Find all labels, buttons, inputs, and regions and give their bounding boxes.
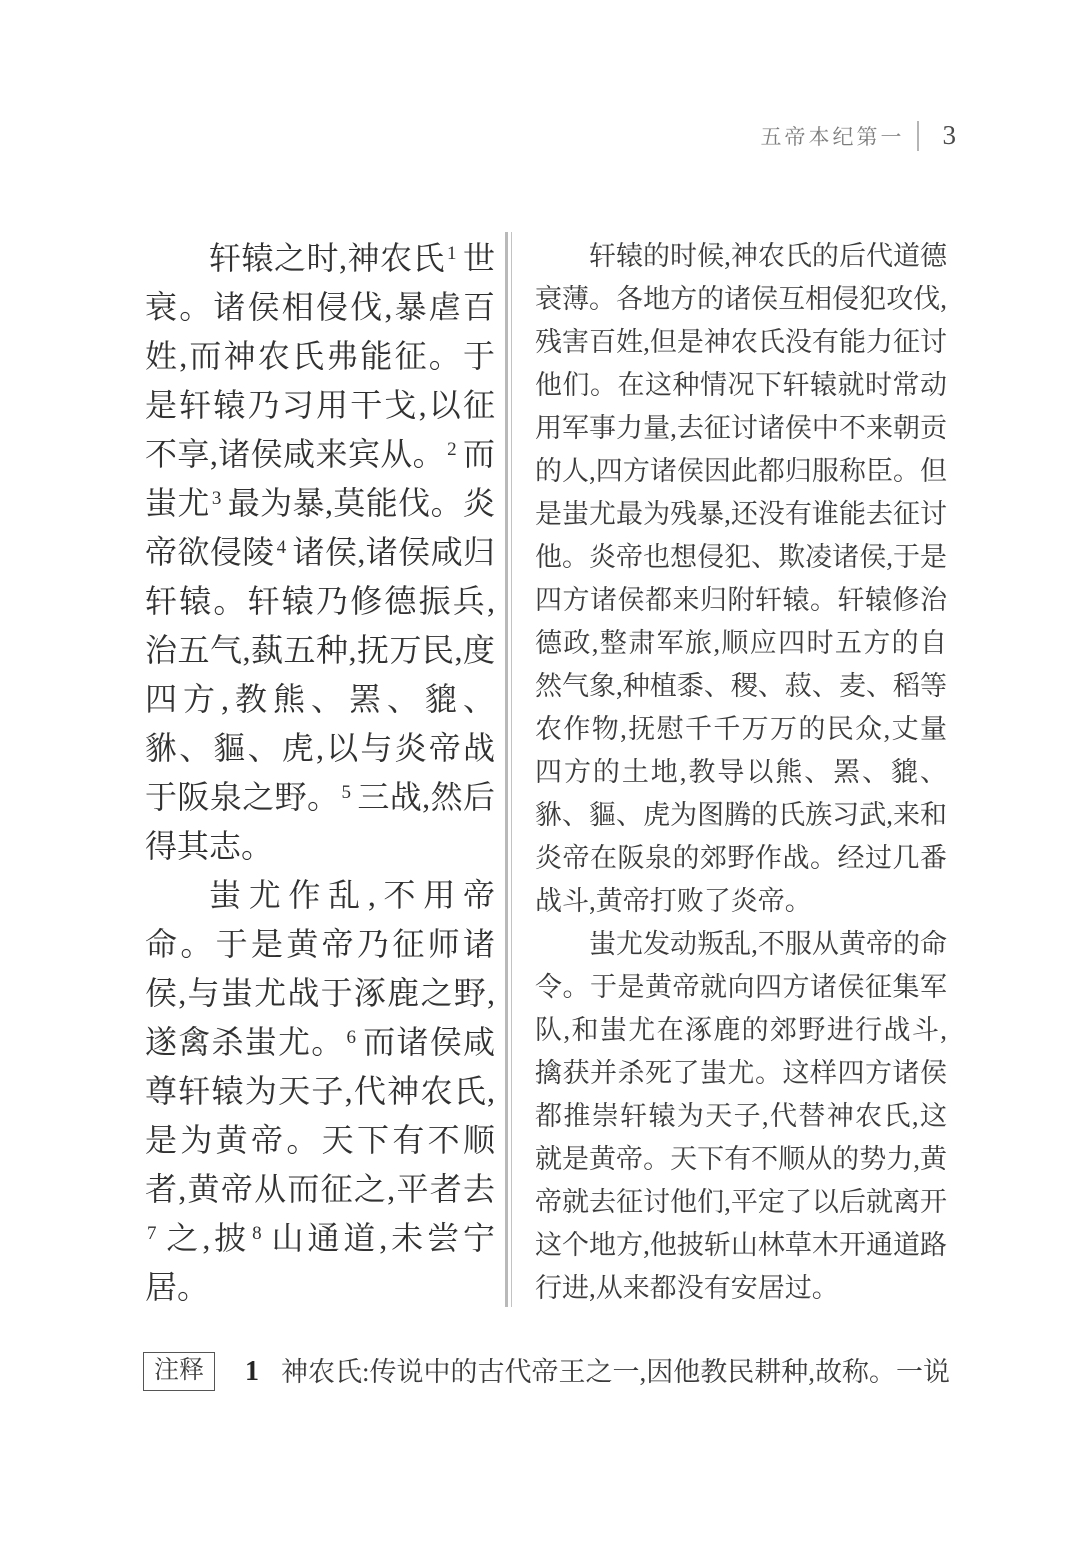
note-reference: 4: [276, 536, 287, 558]
notes-label: 注释: [143, 1352, 215, 1391]
translation-paragraph: 蚩尤发动叛乱,不服从黄帝的命令。于是黄帝就向四方诸侯征集军队,和蚩尤在涿鹿的郊野进行战斗,擒获并杀死了蚩尤。这样四方诸侯都推崇轩辕为天子,代替神农氏,这就是黄帝。天下有不顺从的势力,黄帝就去征讨他们,平定了以后就离开这个地方,他披斩山林草木开通道路行进,从来都没有安居过。: [535, 929, 947, 1303]
note-reference: 3: [211, 487, 222, 509]
note-number: 1: [245, 1356, 260, 1387]
header-divider: [917, 121, 919, 151]
note-text: 神农氏:传说中的古代帝王之一,因他教民耕种,故称。一说: [281, 1357, 951, 1387]
translation-column: [535, 235, 947, 1310]
notes-body: [245, 1352, 957, 1392]
translation-paragraph: 轩辕的时候,神农氏的后代道德衰薄。各地方的诸侯互相侵犯攻伐,残害百姓,但是神农氏没有能力征讨他们。在这种情况下轩辕就时常动用军事力量,去征讨诸侯中不来朝贡的人,四方诸侯因此都归服称臣。但是蚩尤最为残暴,还没有谁能去征讨他。炎帝也想侵犯、欺凌诸侯,于是四方诸侯都来归附轩辕。轩辕修治德政,整肃军旅,顺应四时五方的自然气象,种植黍、稷、菽、麦、稻等农作物,抚慰千千万万的民众,丈量四方的土地,教导以熊、罴、貔、貅、貙、虎为图腾的氏族习武,来和炎帝在阪泉的郊野作战。经过几番战斗,黄帝打败了炎帝。: [535, 241, 947, 916]
note-reference: 5: [341, 781, 351, 803]
note-reference: 7: [147, 1222, 157, 1244]
original-paragraph: 轩辕之时,神农氏 $^1$ 世衰。诸侯相侵伐,暴虐百姓,而神农氏弗能征。于是轩辕乃习用干戈,以征不享,诸侯咸来宾从。 $^2$ 而蚩尤 $^3$ 最为暴,莫能伐。炎帝欲侵陵 $^4$ 诸侯,诸侯咸归轩辕。轩辕乃修德振兵,治五气,蓺五种,抚万民,度四方,教熊、罴、貔、貅、貙、虎,以与炎帝战于阪泉之野。 $^5$ 三战,然后得其志。: [145, 240, 495, 864]
note-reference: 2: [447, 438, 457, 460]
page-number: 3: [942, 120, 956, 150]
notes-section: [143, 1352, 957, 1392]
note-reference: 1: [446, 242, 457, 264]
note-reference: 6: [346, 1026, 356, 1048]
page-header: [761, 120, 957, 151]
note-reference: 8: [252, 1222, 262, 1244]
chapter-title: 五帝本纪第一: [760, 124, 905, 149]
original-paragraph: 蚩尤作乱,不用帝命。于是黄帝乃征师诸侯,与蚩尤战于涿鹿之野,遂禽杀蚩尤。 $^6$ 而诸侯咸尊轩辕为天子,代神农氏,是为黄帝。天下有不顺者,黄帝从而征之,平者去$^7$ 之,披 $^8$ 山通道,未尝宁居。: [145, 877, 495, 1305]
column-divider: [505, 232, 512, 1307]
original-text-column: [145, 234, 495, 1312]
